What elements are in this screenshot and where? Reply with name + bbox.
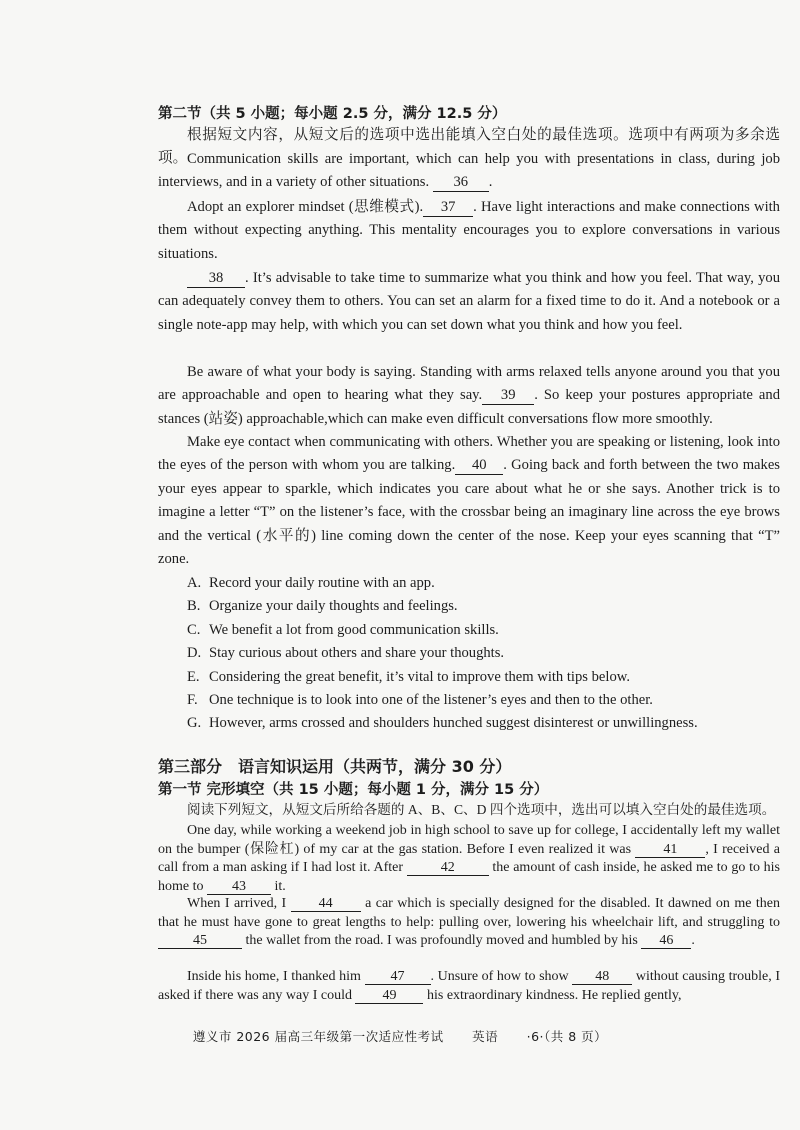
option-text: Record your daily routine with an app. — [209, 575, 435, 591]
section2-instruction: 根据短文内容，从短文后的选项中选出能填入空白处的最佳选项。选项中有两项为多余选项。 — [158, 127, 780, 167]
paragraph-text: . — [488, 174, 493, 191]
paragraph-text: One day, while working a weekend job in high school to save up for college, I accidentally left my wallet on the bumper (保险杠) of my car at the gas station. Before I even realized it was — [158, 823, 780, 857]
option-text: However, arms crossed and shoulders hunched suggest disinterest or unwillingness. — [209, 715, 698, 731]
passage-paragraph-4 — [158, 361, 780, 431]
option-text: Considering the great benefit, it’s vital to improve them with tips below. — [209, 669, 630, 685]
option-e[interactable] — [187, 666, 630, 689]
paragraph-text: . Unsure of how to show — [430, 969, 569, 984]
option-text: We benefit a lot from good communication skills. — [209, 622, 499, 638]
answer-blank-37[interactable]: 37 — [423, 199, 473, 217]
option-letter: F. — [187, 692, 198, 708]
paragraph-text: Adopt an explorer mindset (思维模式). — [187, 199, 424, 215]
option-letter: E. — [187, 669, 200, 685]
option-letter: A. — [187, 575, 202, 591]
answer-blank-42[interactable]: 42 — [407, 860, 489, 876]
paragraph-text: . It’s advisable to take time to summarize what you think and how you feel. That way, you can adequately convey them to others. You can set an alarm for a fixed time to do it. And a notebook or a single note-app may help, with which you can set down what you think and how you feel. — [158, 270, 780, 333]
answer-blank-47[interactable]: 47 — [365, 969, 431, 985]
option-b[interactable] — [187, 595, 458, 618]
section2-title: 第二节（共 5 小题；每小题 2.5 分，满分 12.5 分） — [158, 106, 507, 122]
option-letter: B. — [187, 598, 201, 614]
paragraph-text: Make eye contact when communicating with others. Whether you are speaking or listening, look into the eyes of the person with whom you are talking. — [158, 434, 780, 474]
paragraph-text: the amount of cash inside, he asked me to go to his home to — [158, 860, 780, 894]
answer-blank-46[interactable]: 46 — [641, 933, 691, 949]
paragraph-text: . Going back and forth between the two makes your eyes appear to sparkle, which indicates you care about what he or she says. Another trick is to imagine a letter “T” on the listener’s face, with the crossbar being an imaginary line across the eye brows and the vertical (水平的) line coming down the center of the nose. Keep your eyes scanning that “T” zone. — [158, 457, 780, 568]
part3-title: 第三部分 语言知识运用（共两节，满分 30 分） — [158, 757, 512, 776]
answer-blank-40[interactable]: 40 — [455, 457, 503, 475]
answer-blank-44[interactable]: 44 — [291, 896, 361, 912]
footer-exam-name: 遵义市 2026 届高三年级第一次适应性考试 — [192, 1029, 444, 1044]
passage-paragraph-2 — [158, 196, 780, 266]
cloze-paragraph-3 — [158, 968, 780, 1005]
option-a[interactable] — [187, 572, 435, 595]
option-text: Organize your daily thoughts and feelings. — [209, 598, 458, 614]
option-f[interactable] — [187, 689, 653, 712]
option-d[interactable] — [187, 642, 504, 665]
passage-paragraph-5 — [158, 431, 780, 571]
paragraph-text: . — [691, 933, 695, 948]
paragraph-text: Inside his home, I thanked him — [187, 969, 361, 984]
cloze-paragraph-2 — [158, 895, 780, 951]
option-letter: D. — [187, 645, 202, 661]
part3-section1-title: 第一节 完形填空（共 15 小题；每小题 1 分，满分 15 分） — [158, 782, 549, 798]
paragraph-text: the wallet from the road. I was profoundly moved and humbled by his — [245, 933, 638, 948]
footer-page-number: ·6·（共 8 页） — [526, 1029, 608, 1044]
option-letter: C. — [187, 622, 201, 638]
paragraph-text: When I arrived, I — [187, 896, 287, 911]
paragraph-text: . Have light interactions and make connections with them without expecting anything. This mentality encourages you to explore conversations in various situations. — [158, 199, 780, 262]
answer-blank-39[interactable]: 39 — [482, 387, 534, 405]
answer-blank-43[interactable]: 43 — [207, 879, 271, 895]
paragraph-text: Be aware of what your body is saying. Standing with arms relaxed tells anyone around you that you are approachable and open to hearing what they say. — [158, 364, 780, 404]
paragraph-text: without causing trouble, I asked if there was any way I could — [158, 969, 781, 1003]
answer-blank-41[interactable]: 41 — [635, 842, 705, 858]
paragraph-text: it. — [274, 878, 286, 894]
paragraph-text: a car which is specially designed for the disabled. It dawned on me then that he must have gone to great lengths to help: pulling over, lowering his wheelchair lift, and struggling to — [158, 896, 780, 930]
option-text: Stay curious about others and share your thoughts. — [209, 645, 505, 661]
answer-blank-48[interactable]: 48 — [572, 969, 632, 985]
paragraph-text: , I received a call from a man asking if I had lost it. After — [158, 841, 780, 875]
footer-subject: 英语 — [472, 1029, 499, 1044]
option-text: One technique is to look into one of the listener’s eyes and then to the other. — [209, 692, 653, 708]
part3-instruction: 阅读下列短文，从短文后所给各题的 A、B、C、D 四个选项中，选出可以填入空白处的最佳选项。 — [187, 802, 776, 817]
option-g[interactable] — [187, 712, 698, 735]
answer-blank-38[interactable]: 38 — [187, 270, 245, 288]
answer-blank-49[interactable]: 49 — [355, 988, 423, 1004]
passage-paragraph-3 — [158, 267, 780, 337]
paragraph-text: . So keep your postures appropriate and stances (站姿) approachable,which can make even difficult conversations flow more smoothly. — [158, 387, 780, 427]
cloze-paragraph-1 — [158, 822, 780, 896]
answer-blank-36[interactable]: 36 — [433, 174, 489, 192]
page-footer — [0, 1027, 800, 1045]
paragraph-text: his extraordinary kindness. He replied gently, — [426, 987, 682, 1003]
answer-blank-45[interactable]: 45 — [158, 933, 242, 949]
paragraph-text: Communication skills are important, which can help you with presentations in class, during job interviews, and in a variety of other situations. — [158, 151, 780, 191]
passage-paragraph-1 — [158, 148, 780, 195]
option-c[interactable] — [187, 619, 499, 642]
option-letter: G. — [187, 715, 202, 731]
